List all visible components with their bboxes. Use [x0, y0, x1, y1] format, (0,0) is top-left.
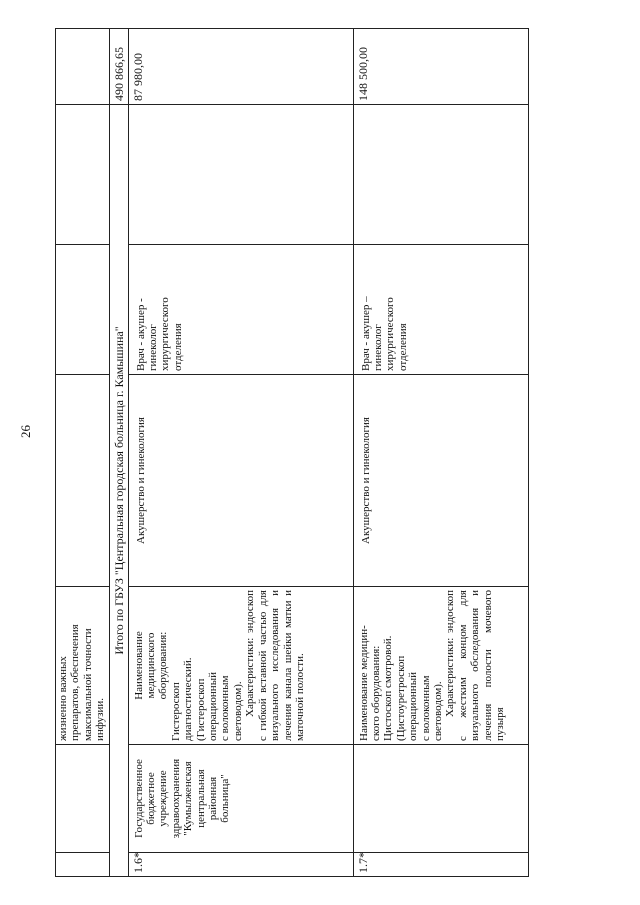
subtotal-amount: 490 866,65: [109, 29, 128, 105]
equipment-cell: Наименование медицинского оборудования: Гистероскоп диагностический. (Гистероскоп операционный с волоконным световодом). Характеристики: эндоскоп с гибкой вставной частью для визуального исследования и лечения канала шейки матки и маточной полости.: [128, 587, 353, 745]
specialty-cell: Акушерство и гинекология: [353, 375, 528, 587]
specialty-cell: Акушерство и гинекология: [128, 375, 353, 587]
equipment-characteristics: Характеристики: эндоскоп с гибкой вставной частью для визуального исследования и лечения канала шейки матки и маточной полости.: [244, 590, 306, 741]
amount-cell: 87 980,00: [128, 29, 353, 105]
subtotal-label: Итого по ГБУЗ "Центральная городская больница г. Камышина": [109, 105, 128, 877]
position-cell: Врач - акушер – гинеколог хирургического отделения: [353, 245, 528, 375]
continuation-row: [56, 29, 110, 877]
rotated-table-page: [55, 29, 560, 877]
equipment-table: [55, 28, 529, 877]
equipment-characteristics: Характеристики: эндоскоп с жестким концом для визуального обследования и лечения полости мочевого пузыря: [444, 590, 507, 741]
page-number: 26: [18, 425, 33, 438]
row-number: 1.6*: [128, 853, 353, 877]
position-cell: Врач - акушер - гинеколог хирургического отделения: [128, 245, 353, 375]
continuation-cell: жизненно важных препаратов, обеспечения максимальной точности инфузии.: [56, 587, 110, 745]
institution-cell: [353, 745, 528, 853]
institution-cell: Государственное бюджетное учреждение здравоохранения "Кумылженская центральная районная больница": [128, 745, 353, 853]
row-number: 1.7*: [353, 853, 528, 877]
equipment-cell: Наименование медицин- ского оборудования: Цистоскоп смотровой. (Цистоуретроскоп операционный с волоконным световодом). Характеристики: эндоскоп с жестким концом для визуального обследования и лечения полости мочевого пузыря: [353, 587, 528, 745]
table-row: [128, 29, 353, 877]
amount-cell: 148 500,00: [353, 29, 528, 105]
subtotal-row: [109, 29, 128, 877]
table-row: [353, 29, 528, 877]
